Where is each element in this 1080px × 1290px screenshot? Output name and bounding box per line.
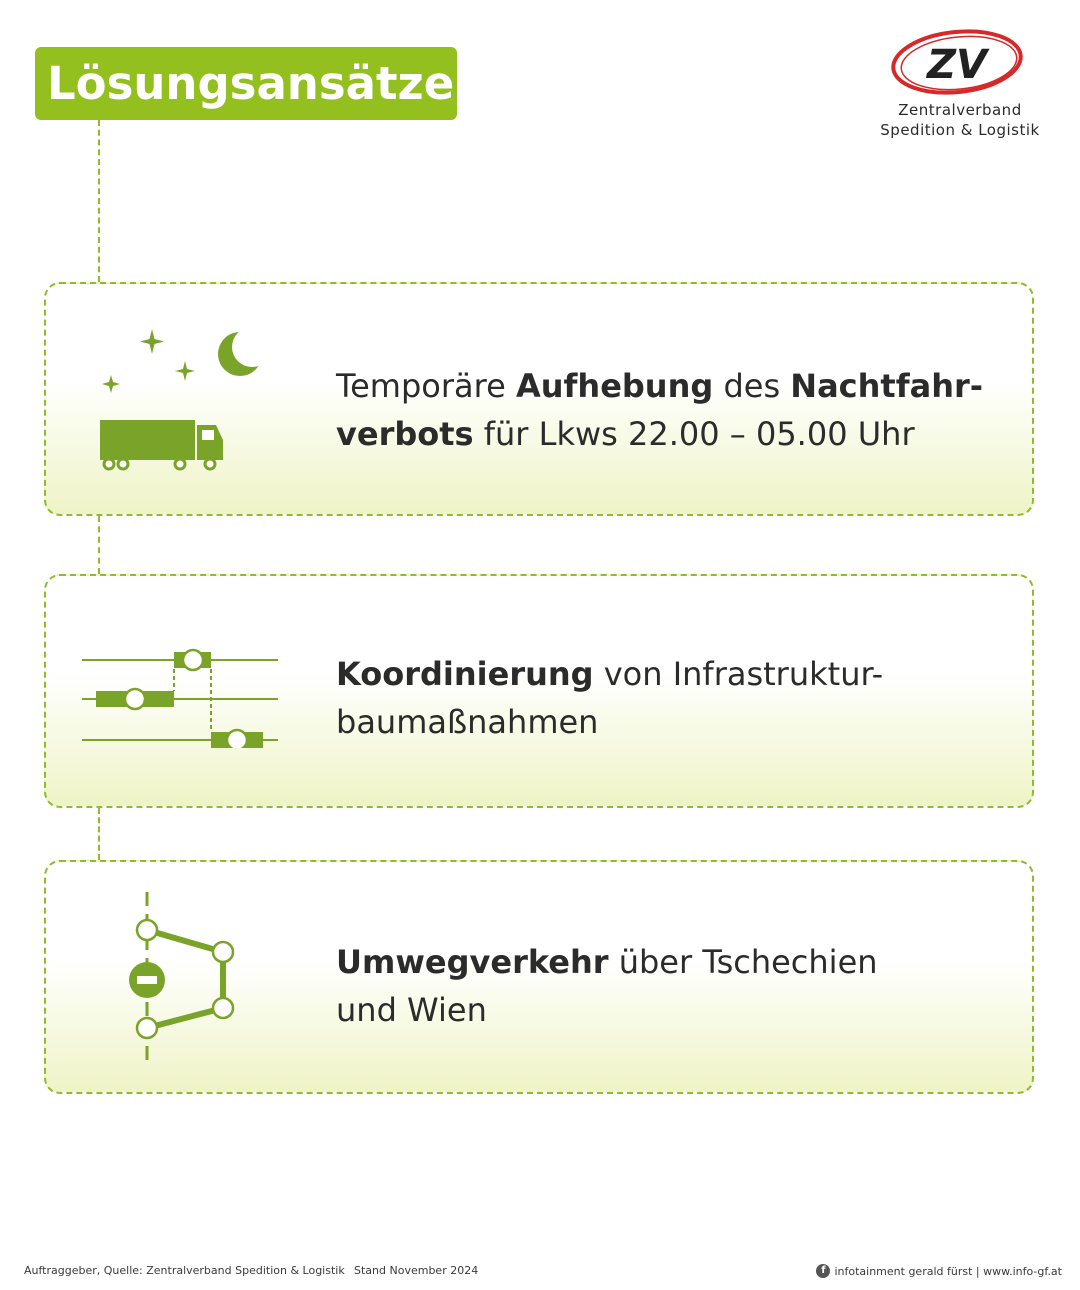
- footer-credit-text: infotainment gerald fürst | www.info-gf.at: [834, 1264, 1062, 1278]
- card-text-line-1: [336, 650, 883, 698]
- logo-mark: ZV: [927, 42, 987, 88]
- footer-credit: [816, 1264, 1062, 1278]
- page-title: Lösungsansätze: [35, 47, 457, 120]
- connector-bottom: [98, 808, 100, 860]
- truck-night-icon: [96, 322, 276, 472]
- text-segment: Temporäre: [336, 367, 516, 405]
- solution-card-night-ban: [44, 282, 1034, 516]
- text-bold-segment: verbots: [336, 415, 474, 453]
- card-text-detour: [336, 938, 878, 1034]
- text-bold-segment: Koordinierung: [336, 655, 594, 693]
- card-text-line-2: [336, 986, 878, 1034]
- text-segment: und Wien: [336, 991, 487, 1029]
- text-bold-segment: Nachtfahr-: [790, 367, 984, 405]
- card-text-line-1: [336, 362, 983, 410]
- card-text-night-ban: [336, 362, 983, 458]
- card-text-line-2: [336, 410, 983, 458]
- solution-card-coordination: [44, 574, 1034, 808]
- solution-card-detour: [44, 860, 1034, 1094]
- card-text-coordination: [336, 650, 883, 746]
- text-segment: des: [713, 367, 791, 405]
- logo-line-1: Zentralverband: [898, 101, 1022, 119]
- text-segment: von Infrastruktur-: [593, 655, 884, 693]
- footer-date: Stand November 2024: [354, 1264, 479, 1277]
- text-bold-segment: Aufhebung: [515, 367, 714, 405]
- text-segment: für Lkws 22.00 – 05.00 Uhr: [473, 415, 915, 453]
- connector-top: [98, 120, 100, 282]
- card-text-line-1: [336, 938, 878, 986]
- text-bold-segment: Umwegverkehr: [336, 943, 609, 981]
- card-text-line-2: [336, 698, 883, 746]
- schedule-coordination-icon: [80, 644, 280, 748]
- connector-middle: [98, 516, 100, 574]
- detour-route-icon: [116, 888, 246, 1064]
- text-segment: über Tschechien: [608, 943, 878, 981]
- logo-line-2: Spedition & Logistik: [880, 121, 1040, 139]
- footer-source: Auftraggeber, Quelle: Zentralverband Spedition & Logistik: [24, 1264, 345, 1277]
- info-gf-logo-icon: f: [816, 1264, 830, 1278]
- text-segment: baumaßnahmen: [336, 703, 599, 741]
